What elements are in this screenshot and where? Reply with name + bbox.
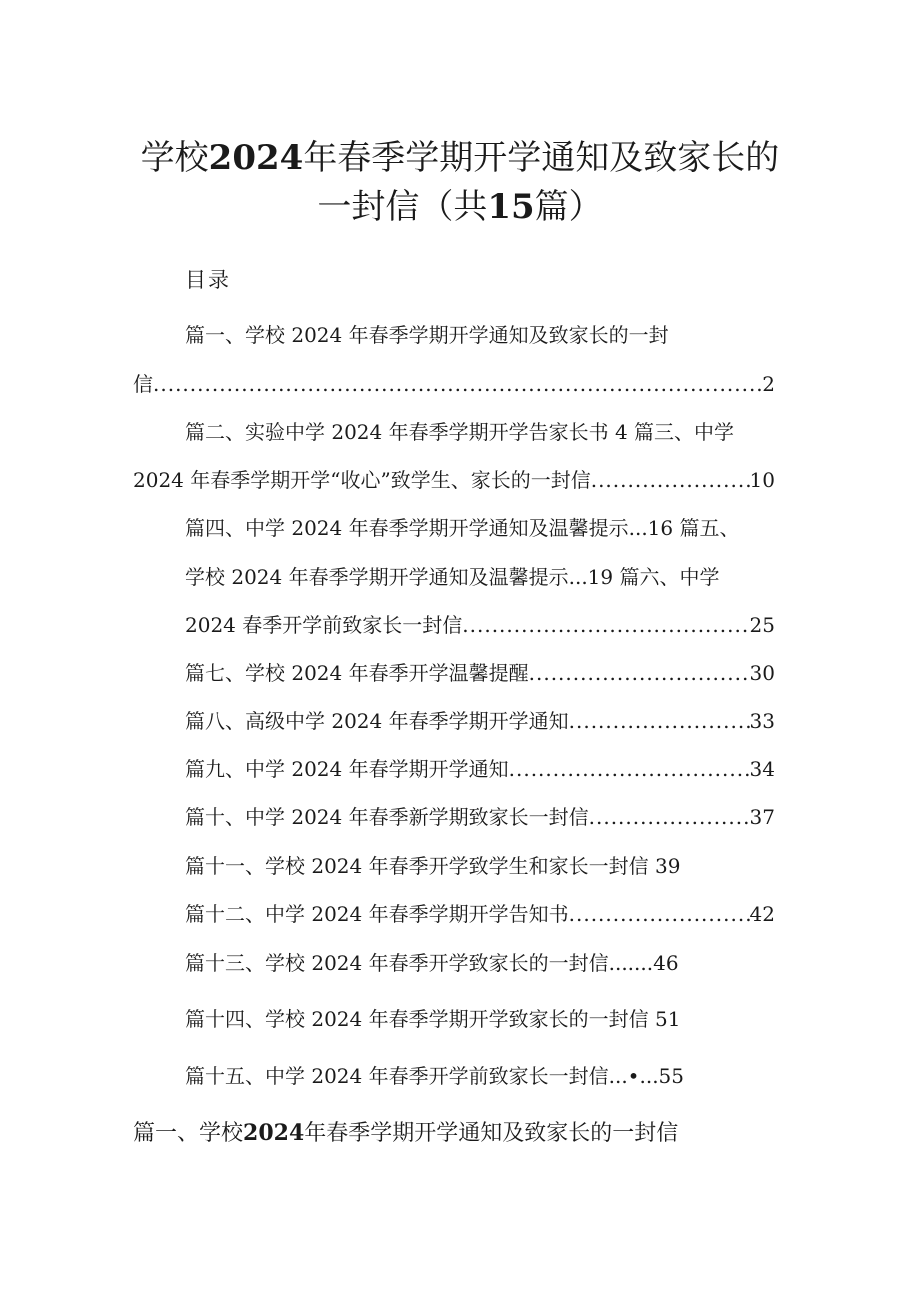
dot-leader bbox=[591, 466, 750, 494]
toc-entry-8-page: 33 bbox=[749, 709, 775, 733]
toc-entry-12-text: 篇十二、中学 2024 年春季学期开学告知书 bbox=[185, 902, 569, 926]
toc-entry-6-page: 25 bbox=[749, 613, 775, 637]
toc-entry-9-page: 34 bbox=[749, 757, 775, 781]
dot-leader bbox=[462, 611, 749, 639]
document-title-line-2 bbox=[0, 187, 920, 227]
section-heading bbox=[133, 1118, 678, 1149]
title-prefix: 学校 bbox=[140, 138, 209, 178]
title-line2-prefix: 一封信（共 bbox=[317, 187, 488, 227]
toc-entry-10-text: 篇十、中学 2024 年春季新学期致家长一封信 bbox=[185, 805, 589, 829]
toc-entry-8[interactable] bbox=[185, 707, 775, 735]
toc-entry-15[interactable]: 篇十五、中学 2024 年春季开学前致家长一封信...•...55 bbox=[185, 1064, 685, 1088]
toc-entry-13[interactable]: 篇十三、学校 2024 年春季开学致家长的一封信.......46 bbox=[185, 951, 679, 975]
toc-entry-3-text: 2024 年春季学期开学“收心”致学生、家长的一封信 bbox=[133, 468, 591, 492]
title-count: 15 bbox=[487, 187, 535, 227]
toc-entry-1-line-1[interactable]: 篇一、学校 2024 年春季学期开学通知及致家长的一封 bbox=[185, 323, 669, 347]
toc-entry-6-text: 2024 春季开学前致家长一封信 bbox=[185, 613, 463, 637]
title-year: 2024 bbox=[208, 138, 304, 178]
toc-entry-7-text: 篇七、学校 2024 年春季开学温馨提醒 bbox=[185, 661, 529, 685]
toc-entry-3-page: 10 bbox=[749, 468, 775, 492]
toc-entry-9-text: 篇九、中学 2024 年春学期开学通知 bbox=[185, 757, 509, 781]
toc-entry-10[interactable] bbox=[185, 803, 775, 831]
dot-leader bbox=[509, 755, 750, 783]
dot-leader bbox=[589, 803, 750, 831]
toc-entry-8-text: 篇八、高级中学 2024 年春季学期开学通知 bbox=[185, 709, 569, 733]
document-title-line-1 bbox=[0, 138, 920, 178]
toc-entry-5-line[interactable]: 学校 2024 年春季学期开学通知及温馨提示...19 篇六、中学 bbox=[185, 565, 720, 589]
section-heading-prefix: 篇一、学校 bbox=[133, 1121, 244, 1146]
toc-entry-14[interactable]: 篇十四、学校 2024 年春季学期开学致家长的一封信 51 bbox=[185, 1007, 681, 1031]
toc-entry-7[interactable] bbox=[185, 659, 775, 687]
dot-leader bbox=[569, 900, 750, 928]
dot-leader bbox=[569, 707, 750, 735]
toc-entry-2-line-1[interactable]: 篇二、实验中学 2024 年春季学期开学告家长书 4 篇三、中学 bbox=[185, 420, 735, 444]
toc-entry-4-line[interactable]: 篇四、中学 2024 年春季学期开学通知及温馨提示...16 篇五、 bbox=[185, 516, 740, 540]
section-heading-suffix: 年春季学期开学通知及致家长的一封信 bbox=[304, 1121, 679, 1146]
title-line2-suffix: 篇） bbox=[534, 187, 603, 227]
title-suffix: 年春季学期开学通知及致家长的 bbox=[303, 138, 780, 178]
toc-entry-1-line-2[interactable] bbox=[133, 370, 775, 398]
dot-leader bbox=[529, 659, 750, 687]
toc-entry-1-page: 2 bbox=[762, 372, 775, 396]
toc-entry-12[interactable] bbox=[185, 900, 775, 928]
section-heading-year: 2024 bbox=[243, 1120, 305, 1146]
toc-entry-10-page: 37 bbox=[749, 805, 775, 829]
dot-leader bbox=[153, 370, 762, 398]
toc-heading: 目录 bbox=[185, 268, 231, 292]
toc-entry-6-line[interactable] bbox=[185, 611, 775, 639]
toc-entry-1-text: 信 bbox=[133, 372, 153, 396]
toc-entry-3-line-2[interactable] bbox=[133, 466, 775, 494]
toc-entry-12-page: 42 bbox=[749, 902, 775, 926]
toc-entry-11[interactable]: 篇十一、学校 2024 年春季开学致学生和家长一封信 39 bbox=[185, 854, 681, 878]
toc-entry-7-page: 30 bbox=[749, 661, 775, 685]
toc-entry-9[interactable] bbox=[185, 755, 775, 783]
